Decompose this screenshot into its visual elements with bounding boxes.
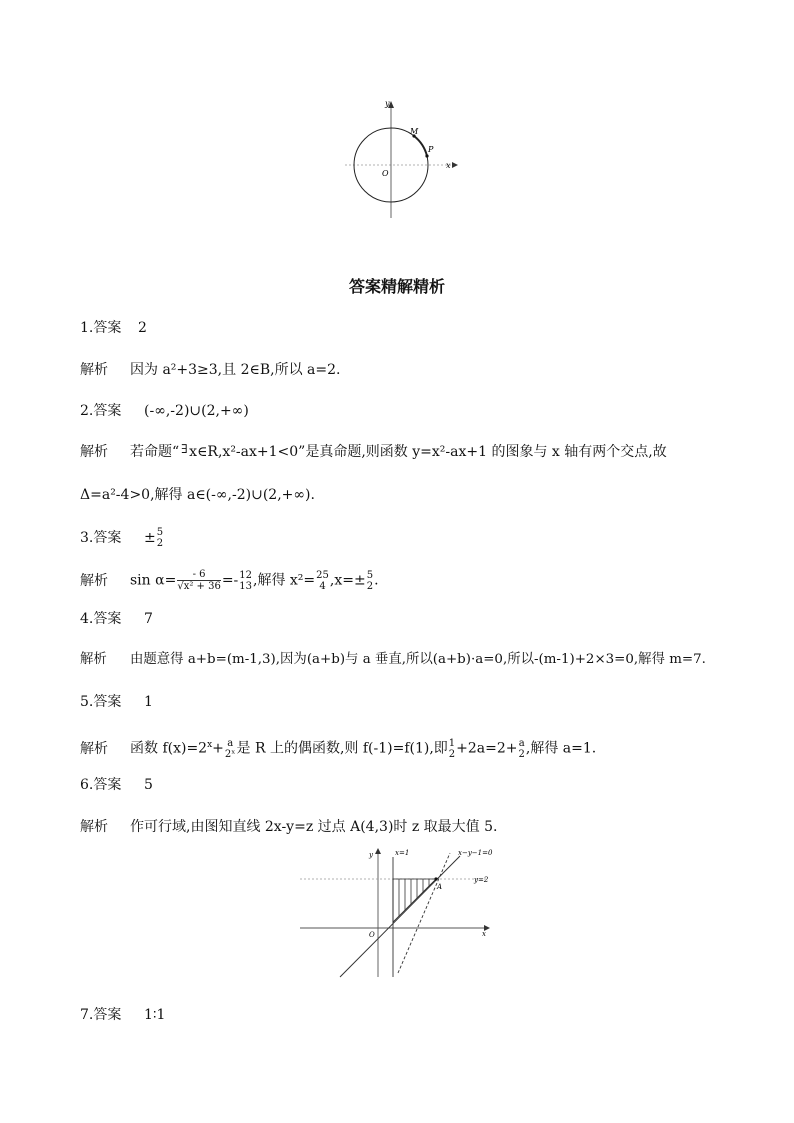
answer-3: 3.答案 ± 5 2 <box>80 527 164 549</box>
point-a-label: A <box>437 883 443 891</box>
point-m-label: M <box>410 127 419 136</box>
solution-5: 解析 函数 $f(x)=2^x+$ a 2ˣ 是 R 上的偶函数,则 f(-1)=f(1),即 1 2 +2a=2+ a 2 ,解得 a=1. <box>80 737 597 760</box>
x-axis-label: x <box>482 930 486 938</box>
solution-6: 解析 作可行域,由图知直线 2x-y=z 过点 A(4,3)时 z 取最大值 5. <box>80 819 498 835</box>
solution-3: 解析 sin α= $\frac{- 6}{\text{√x² + 36}}$ =- 12 13 ,解得 x²= 25 4 ,x=± 5 2 . <box>80 569 379 592</box>
circle-figure <box>340 96 465 221</box>
answer-2: 2.答案 (-∞,-2)∪(2,+∞) <box>80 403 249 419</box>
solution-4: 解析 由题意得 a+b=(m-1,3),因为(a+b)与 a 垂直,所以(a+b)·a=0,所以-(m-1)+2×3=0,解得 m=7. <box>80 652 706 667</box>
origin-label: O <box>382 169 389 178</box>
y2-line-label: y=2 <box>474 876 489 884</box>
x1-line-label: x=1 <box>395 849 410 857</box>
y-axis-label: y <box>369 851 373 859</box>
origin-label: O <box>369 931 375 939</box>
feasible-region-figure <box>298 843 498 980</box>
solution-2-cont: Δ=a²-4>0,解得 a∈(-∞,-2)∪(2,+∞). <box>80 487 315 503</box>
solution-1: 解析 因为 a²+3≥3,且 2∈B,所以 a=2. <box>80 362 341 378</box>
x-axis-label: x <box>446 161 451 170</box>
answer-6: 6.答案 5 <box>80 777 153 793</box>
point-p-label: P <box>428 145 434 154</box>
y-axis-label: y <box>385 99 390 108</box>
answer-7: 7.答案 1∶1 <box>80 1007 166 1023</box>
exists-symbol: ∃ <box>181 442 188 456</box>
answer-5: 5.答案 1 <box>80 694 153 710</box>
line-label: x−y−1=0 <box>458 849 493 857</box>
solution-2: 解析 若命题“ ∃ x∈R,x²-ax+1<0”是真命题,则函数 y=x²-ax+1 的图象与 x 轴有两个交点,故 <box>80 442 667 460</box>
answer-1: 1.答案 2 <box>80 320 147 336</box>
page-title: 答案精解精析 <box>348 277 445 296</box>
answer-4: 4.答案 7 <box>80 611 153 627</box>
